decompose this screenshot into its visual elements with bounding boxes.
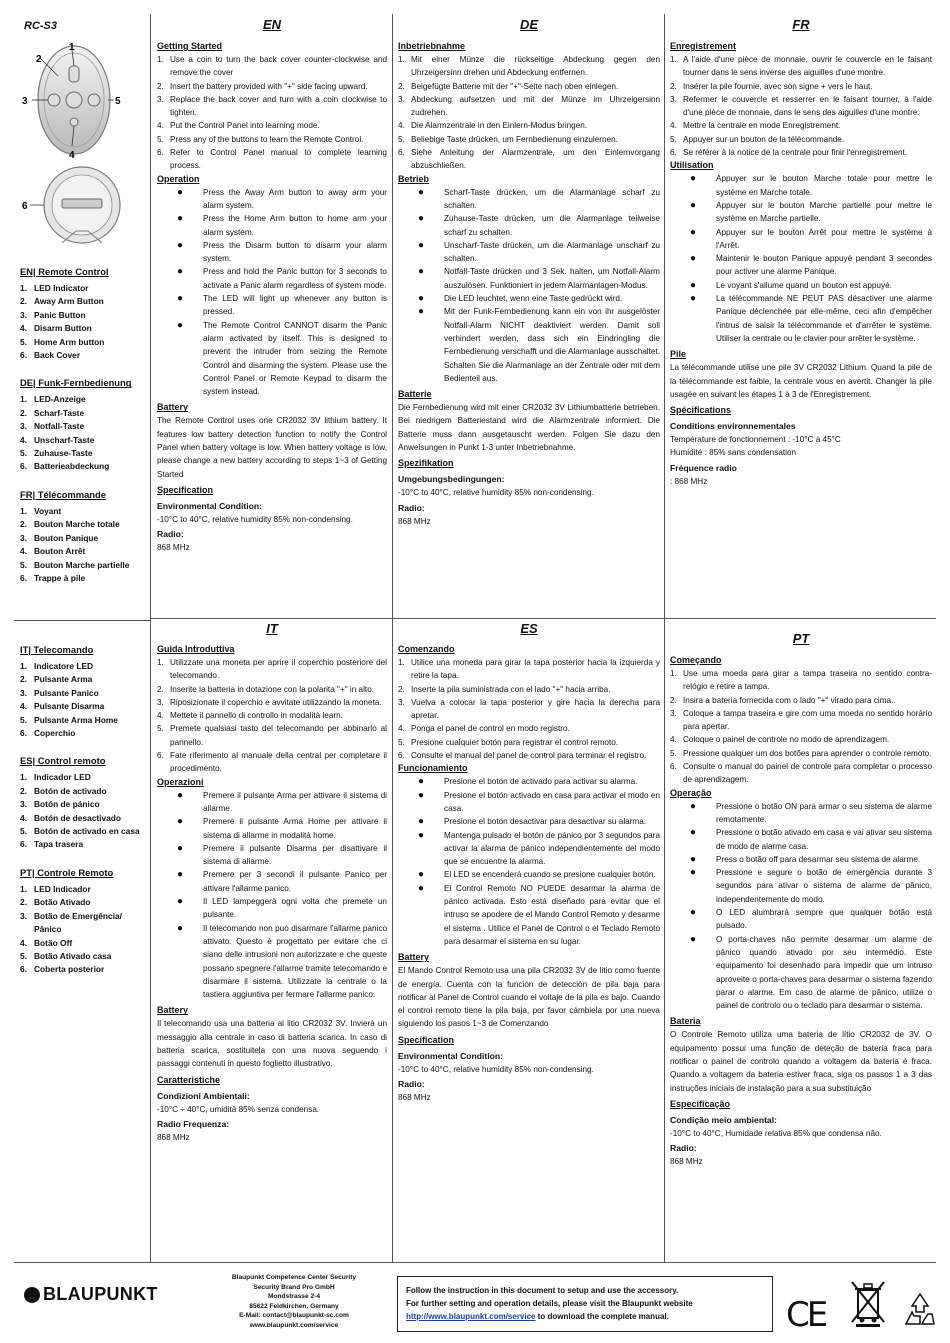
list-item: ● Pressione o botão ativado em casa e vai ativar seu sistema de modo de alarme casa. — [689, 827, 932, 851]
blaupunkt-logo — [24, 1284, 158, 1305]
env-value: Température de fonctionnement : -10°C à 45°C — [670, 435, 841, 445]
radio-value: 868 MHz — [157, 543, 190, 553]
parts-list-column-2 — [20, 643, 146, 977]
env-label: Umgebungsbedingungen: — [398, 474, 505, 485]
callout-2: 2 — [36, 54, 42, 65]
list-item: 3. Botón de pánico — [20, 799, 100, 810]
list-item: ● Die LED leuchtet, wenn eine Taste gedrückt wird. — [417, 293, 623, 305]
column-divider — [664, 14, 665, 1262]
list-item: 6. Siehe Anleitung der Alarmzentrale, um den Einlernvorgang abzuschließen. — [398, 148, 660, 171]
list-item: 3. Coloque a tampa traseira e gire com uma moeda no sentido horário para apertar. — [670, 708, 932, 732]
getting-started-title: Getting Started — [157, 41, 223, 51]
operation-title: Operazioni — [157, 776, 204, 787]
parts-title: PT| Controle Remoto — [20, 866, 114, 878]
lang-header-en: EN — [262, 17, 282, 32]
list-item: 5. Appuyer sur un bouton de la télécommande. — [670, 134, 845, 144]
getting-started-title: Enregistrement — [670, 41, 737, 51]
env-label: Condição meio ambiental: — [670, 1114, 777, 1125]
list-item: 2. Insira a bateria fornecida com o lado "+" virado para cima.. — [670, 695, 896, 705]
list-item: 4. Mettete il pannello di controllo in modalità learn. — [157, 711, 343, 721]
getting-started-title: Inbetriebnahme — [398, 41, 466, 51]
radio-label: Radio: — [670, 1143, 697, 1154]
parts-title: DE| Funk-Fernbedienung — [20, 377, 132, 389]
operation-list — [670, 800, 932, 1013]
list-item: 1. LED Indicador — [20, 883, 91, 894]
list-item: 5. Pulsante Arma Home — [20, 714, 118, 725]
radio-value: : 868 MHz — [670, 476, 708, 486]
list-item: 1. Use a coin to turn the back cover counter-clockwise and remove the cover — [157, 55, 387, 78]
parts-fr — [20, 488, 146, 585]
list-item: ● Pressione o botão ON para armar o seu sistema de alarme remotamente. — [689, 800, 932, 824]
list-item: ● The LED will light up whenever any button is pressed. — [176, 293, 387, 317]
row-divider — [150, 618, 936, 619]
spec-title: Spezifikation — [398, 458, 454, 469]
list-item: 2. Inserte la pila suministrada con el lado "+" hacia arriba. — [398, 684, 611, 694]
env-value: -10°C to 40°C, relative humidity 85% non-condensing. — [157, 514, 353, 524]
list-item: 4. Disarm Button — [20, 323, 92, 334]
list-item: 2. Away Arm Button — [20, 296, 104, 307]
list-item: ● Appuyer sur le bouton Marche partielle pour mettre le système en Marche partielle. — [689, 199, 932, 224]
list-item: 1. Indicador LED — [20, 772, 91, 783]
list-item: ● O porta-chaves não permite desarmar um alarme de pânico quando ativado por seu intermédio. Este equipamento foi desenhado para impedir que um intruso aproveite o porta-chaves para desarmar o sistema fazendo parar o alarme. Em caso de alarme de pânico, utilize o painel de controlo ou o teclado para desarmar o sistema. — [689, 933, 932, 1011]
battery-text: O Controle Remoto utiliza uma bateria de lítio CR2032 de 3V. O equipamento possui uma função de deteção de bateria fraca para notificar o painel de controlo quando a voltagem da bateria é fraca. Quando a voltagem da bateria estiver fraca, siga os passos 1 a 3 das instruções iniciais de instalação para a sua substituição — [670, 1030, 932, 1093]
list-item: ● Press the Disarm button to disarm your alarm system. — [176, 239, 387, 264]
list-item: 2. Insert the battery provided with "+" side facing upward. — [157, 81, 368, 91]
list-item: ● Press o botão off para desarmar seu sistema de alarme. — [689, 853, 921, 865]
parts-title: EN| Remote Control — [20, 266, 109, 277]
list-item: 6. Consulte o manual do painel de controle para completar o processo de aprendizagem. — [670, 762, 932, 785]
list-item: 1. LED Indicator — [20, 283, 89, 293]
list-item: ● La télécommande NE PEUT PAS désactiver une alarme Panique déclenchée par elle-même, ceci afin d'empêcher l'intrus de saisir la télécommande et d'arrêter le système. Utiliser la centrale ou le clavier pour arrêter le système. — [689, 293, 932, 343]
list-item: ● Il telecomando non può disarmare l'allarme panico attivato. Questo è progettato per evitare che ci siano delle intrusioni non autorizzate e che queste possano spegnere l'allarme tramite telecomando e disarmare il sistema. Utilizzate la centrale o la tastiera aggiuntiva per fermare l'allarme panico. — [176, 922, 387, 1000]
list-item: 5. Pressione qualquer um dos botões para aprender o controle remoto. — [670, 748, 932, 758]
humidity-value: Humidité : 85% sans condensation — [670, 448, 797, 458]
column-divider — [150, 14, 151, 1262]
battery-text: The Remote Control uses one CR2032 3V lithium battery. It features low battery detection function to notify the Control Panel when battery voltage is low. When battery voltage is low, please change a new battery according to steps 1~3 of Getting Started — [157, 416, 387, 479]
address-line: Mondstrasse 2-4 — [267, 1293, 321, 1301]
list-item: 2. Botón de activado — [20, 785, 107, 796]
list-item: 1. LED-Anzeige — [20, 394, 86, 405]
battery-title: Battery — [157, 402, 189, 413]
env-value: -10°C to 40°C, relative humidity 85% non-condensing. — [398, 488, 594, 498]
lang-header-it: IT — [266, 621, 278, 636]
callout-1: 1 — [69, 42, 75, 53]
parts-items — [20, 883, 146, 977]
remote-back-illustration — [18, 165, 143, 265]
battery-title: Battery — [398, 952, 430, 963]
list-item: 4. Unscharf-Taste — [20, 434, 95, 445]
battery-text: Die Fernbedienung wird mit einer CR2032 3V Lithiumbatterie betrieben. Bei niedrigem Batteriestand wird die Alarmzentrale informiert. Die Batterie muss dann ausgetauscht werden. Folgen Sie dazu den Anweisungen in Punkt 1-3 unter Inbetriebnahme. — [398, 403, 660, 453]
callout-6: 6 — [22, 201, 28, 212]
radio-value: 868 MHz — [157, 1132, 190, 1142]
list-item: ● Premere il pulsante Arma per attivare il sistema di allarme. — [176, 789, 387, 813]
list-item: ● Mit der Funk-Fernbedienung kann ein von ihr ausgelöster Notfall-Alarm NICHT deaktiviert werden. Damit soll verhindert werden, dass sich ein Eindringling die Fernbedienung verschafft und die Alarmanlage ausschaltet. Schalten Sie die Alarmanlage an der Zentrale oder mit dem Bedienteil aus. — [417, 306, 660, 383]
list-item: 3. Notfall-Taste — [20, 421, 85, 432]
notice-box — [397, 1276, 773, 1332]
list-item: 3. Abdeckung aufsetzen und mit der Münze im Uhrzeigersinn zudrehen. — [398, 94, 660, 118]
callout-3: 3 — [22, 96, 28, 107]
section-it — [157, 643, 387, 1144]
list-item: 3. Refermer le couvercle et resserrer en le faisant tourner, à l'aide d'une pièce de monnaie, dans le sens des aiguilles d'une montre. — [670, 94, 932, 118]
list-item: 3. Panic Button — [20, 309, 86, 320]
spec-title: Specification — [157, 484, 214, 495]
list-item: 6. Se référer à la notice de la centrale pour finir l'enregistrement. — [670, 148, 908, 158]
list-item: 1. Utilice una moneda para girar la tapa posterior hacia la izquierda y retire la tapa. — [398, 658, 660, 681]
parts-items — [20, 771, 146, 851]
list-item: ● Scharf-Taste drücken, um die Alarmanlage scharf zu schalten. — [417, 186, 660, 210]
list-item: 4. Botón de desactivado — [20, 812, 122, 823]
battery-text: La télécommande utilise une pile 3V CR2032 Lithium. Quand la pile de la télécommande est faible, la centrale vous en avertit. Changer la pile usagée en suivant les étapes 1 à 3 de l'Enregistrement. — [670, 363, 932, 399]
getting-started-title: Começando — [670, 655, 722, 665]
contact-email[interactable]: E-Mail: contact@blaupunkt-sc.com — [239, 1312, 349, 1320]
list-item: ● The Remote Control CANNOT disarm the Panic alarm activated by itself. This is designed to prevent the intruder from seizing the Remote Control and disarming the system. Please use the Control Panel or Remote Keypad to disarm the system instead. — [176, 319, 387, 397]
model-number: RC-S3 — [24, 20, 58, 32]
env-value: -10°C to 40°C, Humidade relativa 85% que condensa não. — [670, 1128, 882, 1138]
operation-title: Funcionamiento — [398, 763, 468, 774]
list-item: ● Zuhause-Taste drücken, um die Alarmanlage teilweise scharf zu schalten. — [417, 213, 660, 237]
list-item: 5. Beliebige Taste drücken, um Fernbedienung einzulernen. — [398, 134, 618, 144]
company-address — [214, 1273, 374, 1331]
steps-list — [670, 53, 932, 159]
list-item: ● Pressione e segure o botão de emergência durante 3 segundos para ativar o sistema de alarme de pânico, independentemente do modo. — [689, 867, 932, 904]
lang-header-pt: PT — [792, 631, 810, 646]
list-item: 3. Vuelva a colocar la tapa posterior y gire hacia la derecha para apretar. — [398, 697, 660, 721]
list-item: 5. Home Arm button — [20, 336, 105, 347]
steps-list — [157, 656, 387, 776]
notice-line-2: For further setting and operation details, please visit the Blaupunkt website — [406, 1299, 693, 1308]
list-item: ● Press and hold the Panic button for 3 seconds to activate a Panic alarm regardless of system mode. — [176, 266, 387, 290]
section-fr — [670, 40, 932, 488]
lang-header-de: DE — [519, 17, 539, 32]
getting-started-title: Comenzando — [398, 644, 455, 654]
column-divider — [392, 14, 393, 1262]
list-item: 6. Back Cover — [20, 350, 81, 361]
service-link[interactable]: http://www.blaupunkt.com/service — [406, 1312, 536, 1321]
list-item: 4. Die Alarmzentrale in den Einlern-Modus bringen. — [398, 121, 588, 131]
list-item: ● Le voyant s'allume quand un bouton est appuyé. — [689, 279, 892, 291]
left-divider — [14, 620, 150, 621]
list-item: ● O LED alumbrará sempre que qualquer botão está pulsado. — [689, 907, 932, 931]
list-item: 6. Consulte el manual del panel de control para terminar el registro. — [398, 751, 647, 761]
list-item: 5. Bouton Marche partielle — [20, 559, 130, 570]
list-item: ● El Control Remoto NO PUEDE desarmar la alarma de pánico activada. Esto está diseñado para evitar que el intruso se apodere de el Mando Control Remoto y desarme el sistema . Utilice el Panel de Control o el Teclado Remoto para desarmar el sistema en su lugar. — [417, 882, 660, 946]
list-item: ● Premere il pulsante Disarma per disattivare il sistema di allarme. — [176, 842, 387, 867]
spec-title: Especificação — [670, 1098, 731, 1109]
list-item: 6. Refer to Control Panel manual to complete learning process. — [157, 148, 387, 171]
list-item: 1. Use uma moeda para girar a tampa traseira no sentido contra-relógio e retire a tampa. — [670, 669, 932, 692]
section-en — [157, 40, 387, 555]
getting-started-title: Guida Introduttiva — [157, 644, 235, 654]
list-item: 2. Beigefügte Batterie mit der "+"-Seite nach oben einlegen. — [398, 81, 619, 91]
spec-title: Caratteristiche — [157, 1074, 221, 1085]
service-url[interactable]: www.blaupunkt.com/service — [249, 1321, 339, 1329]
section-de — [398, 40, 660, 528]
steps-list — [157, 53, 387, 173]
list-item: ● Presione el botón activado en casa para activar el modo en casa. — [417, 789, 660, 813]
list-item: ● El LED se encenderá cuando se presione cualquier botón. — [417, 869, 656, 881]
operation-list — [157, 789, 387, 1002]
parts-title: IT| Telecomando — [20, 644, 94, 655]
list-item: 2. Inserite la batteria in dotazione con la polarita "+" in alto. — [157, 684, 375, 694]
list-item: 1. Mit einer Münze die rückseitige Abdeckung gegen den Uhrzeigersinn drehen und Abdeckung entfernen. — [398, 55, 660, 78]
radio-value: 868 MHz — [398, 1093, 431, 1103]
list-item: ● Notfall-Taste drücken und 3 Sek. halten, um Notfall-Alarm auszulösen. Funktioniert in jedem Alarmanlagen-Modus. — [417, 266, 660, 290]
battery-text: Il telecomando usa una batteria al litio CR2032 3V. Invierà un messaggio alla centrale in caso di batteria scarica. In caso di batteria scarica, sostituitela con una nuova seguendo i passaggi contenuti in questo foglietto illustrativo. — [157, 1019, 387, 1069]
env-label: Environmental Condition: — [157, 500, 263, 511]
parts-title: ES| Control remoto — [20, 755, 106, 767]
radio-value: 868 MHz — [398, 516, 431, 526]
list-item: 4. Mettre la centrale en mode Enregistrement. — [670, 121, 841, 131]
parts-es — [20, 754, 146, 851]
list-item: 4. Coloque o painel de controle no modo de aprendizagem. — [670, 735, 890, 745]
operation-title: Utilisation — [670, 160, 714, 171]
list-item: ● Premere per 3 secondi il pulsante Panico per attivare l'allarme panico. — [176, 869, 387, 893]
env-label: Environmental Condition: — [398, 1050, 504, 1061]
section-es — [398, 643, 660, 1104]
list-item: ● Premere il pulsante Arma Home per attivare il sistema di allarme in modalità home. — [176, 816, 387, 840]
radio-label: Radio: — [398, 502, 425, 513]
spec-title: Spécifications — [670, 405, 732, 416]
parts-list-column — [20, 265, 146, 585]
env-value: -10°C ÷ 40°C, umidità 85% senza condensa. — [157, 1104, 320, 1114]
spec-title: Specification — [398, 1034, 455, 1045]
list-item: 4. Pulsante Disarma — [20, 701, 105, 712]
list-item: 6. Fate riferimento al manuale della central per completare il procedimento. — [157, 751, 387, 774]
list-item: 3. Botão de Emergência/ Pânico — [20, 910, 122, 935]
list-item: 6. Trappe à pile — [20, 572, 86, 583]
parts-title: FR| Télécommande — [20, 488, 106, 500]
list-item: ● Presione el botón de activado para activar su alarma. — [417, 776, 638, 788]
section-pt — [670, 654, 932, 1169]
operation-title: Operation — [157, 173, 200, 184]
battery-text: El Mando Control Remoto usa una pila CR2032 3V de litio como fuente de energía. Cuenta con la función de detección de pila baja para notificar al Panel de Control cuando el voltaje de la pila es bajo. Cuando el control remoto tiene la pila baja, por favor cámbiela por una nueva siguiendo los pasos 1~3 de Comenzando — [398, 966, 660, 1029]
parts-items — [20, 660, 146, 740]
parts-it — [20, 643, 146, 740]
operation-list — [157, 186, 387, 399]
recycle-icon — [900, 1290, 940, 1330]
list-item: 3. Pulsante Panico — [20, 687, 99, 698]
list-item: ● Il LED lampeggerà ogni volta che premete un pulsante. — [176, 896, 387, 920]
parts-items — [20, 393, 146, 473]
battery-title: Bateria — [670, 1016, 701, 1027]
list-item: 5. Zuhause-Taste — [20, 448, 93, 459]
address-line: 85622 Feldkirchen, Germany — [249, 1302, 339, 1310]
parts-pt — [20, 866, 146, 977]
address-line: Blaupunkt Competence Center Security — [231, 1274, 357, 1281]
list-item: ● Unscharf-Taste drücken, um die Alarmanlage unscharf zu schalten. — [417, 239, 660, 264]
steps-list — [398, 53, 660, 173]
list-item: 5. Botão Ativado casa — [20, 950, 112, 961]
list-item: ● Appuyer sur le bouton Marche totale pour mettre le système en Marche totale. — [689, 173, 932, 197]
callout-5: 5 — [115, 96, 121, 107]
radio-label: Radio: — [157, 529, 184, 540]
list-item: 2. Botão Ativado — [20, 897, 91, 908]
steps-list — [670, 667, 932, 787]
ce-mark-icon: CE — [786, 1295, 826, 1335]
battery-title: Pile — [670, 349, 687, 360]
list-item: 5. Presione cualquier botón para registrar el control remoto. — [398, 737, 619, 747]
list-item: 2. Bouton Marche totale — [20, 519, 120, 530]
list-item: ● Press the Home Arm button to home arm your alarm system. — [176, 213, 387, 237]
list-item: 1. Voyant — [20, 505, 62, 516]
operation-list — [398, 775, 660, 948]
callout-4: 4 — [69, 150, 75, 161]
steps-list — [398, 656, 660, 762]
list-item: ● Appuyer sur le bouton Arrêt pour mettre le système à l'Arrêt. — [689, 226, 932, 250]
list-item: 4. Bouton Arrêt — [20, 546, 86, 557]
battery-title: Battery — [157, 1005, 189, 1016]
radio-label: Fréquence radio — [670, 462, 737, 473]
list-item: ● Presione el botón desactivar para desactivar su alarma. — [417, 816, 647, 828]
list-item: 2. Insérer la pile fournie, avec son signe + vers le haut. — [670, 81, 873, 91]
address-line: Security Brand Pro GmbH — [253, 1283, 335, 1291]
battery-title: Batterie — [398, 389, 432, 400]
operation-list — [398, 186, 660, 385]
operation-title: Operação — [670, 787, 712, 798]
footer-divider — [14, 1262, 936, 1263]
list-item: 3. Bouton Panique — [20, 532, 99, 543]
list-item: ● Maintenir le bouton Panique appuyé pendant 3 secondes pour activer une alarme Panique. — [689, 253, 932, 277]
parts-items — [20, 505, 146, 585]
list-item: 3. Replace the back cover and turn with a coin clockwise to tighten. — [157, 94, 387, 118]
list-item: ● Mantenga pulsado el botón de pánico por 3 segundos para activar la alarma de pánico independientemente del modo que se encuentre la alarma. — [417, 829, 660, 867]
list-item: 2. Pulsante Arma — [20, 674, 93, 685]
env-label: Condizioni Ambientali: — [157, 1090, 250, 1101]
list-item: 2. Scharf-Taste — [20, 407, 85, 418]
list-item: 3. Riposizionate il coperchio e avvitate utilizzando la moneta. — [157, 697, 382, 707]
list-item: ● Press the Away Arm button to away arm your alarm system. — [176, 186, 387, 210]
radio-value: 868 MHz — [670, 1157, 703, 1167]
brand-name: BLAUPUNKT — [43, 1284, 158, 1304]
list-item: 4. Botão Off — [20, 937, 73, 948]
operation-list — [670, 172, 932, 345]
notice-line-1: Follow the instruction in this document to setup and use the accessory. — [406, 1286, 679, 1295]
logo-dot-icon — [24, 1287, 40, 1303]
weee-bin-icon — [848, 1278, 888, 1328]
lang-header-fr: FR — [792, 17, 810, 32]
list-item: 1. A l'aide d'une pièce de monnaie, ouvrir le couvercle en le faisant tourner dans le sens inverse des aiguilles d'une montre. — [670, 55, 932, 78]
list-item: 5. Press any of the buttons to learn the Remote Control. — [157, 134, 364, 144]
list-item: 5. Botón de activado en casa — [20, 826, 140, 837]
list-item: 6. Coperchio — [20, 728, 76, 739]
list-item: 1. Indicatore LED — [20, 661, 94, 671]
list-item: 4. Put the Control Panel into learning mode. — [157, 121, 320, 131]
parts-en — [20, 265, 146, 362]
env-label: Conditions environnementales — [670, 421, 796, 432]
list-item: 6. Coberta posterior — [20, 964, 105, 975]
list-item: 6. Tapa trasera — [20, 839, 84, 850]
list-item: 4. Ponga el panel de control en modo registro. — [398, 724, 570, 734]
list-item: 6. Batterieabdeckung — [20, 461, 110, 472]
lang-header-es: ES — [520, 621, 538, 636]
parts-items — [20, 282, 146, 362]
operation-title: Betrieb — [398, 173, 430, 184]
parts-de — [20, 376, 146, 473]
env-value: -10°C to 40°C, relative humidity 85% non-condensing. — [398, 1064, 594, 1074]
list-item: 1. Utilizzate una moneta per aprire il coperchio posteriore del telecomando. — [157, 658, 387, 681]
notice-line-3: http://www.blaupunkt.com/service to download the complete manual. — [406, 1312, 669, 1321]
list-item: 5. Premete qualsiasi tasto del telecomando per abbinarlo al pannello. — [157, 724, 387, 747]
radio-label: Radio Frequenza: — [157, 1118, 230, 1129]
radio-label: Radio: — [398, 1079, 425, 1090]
